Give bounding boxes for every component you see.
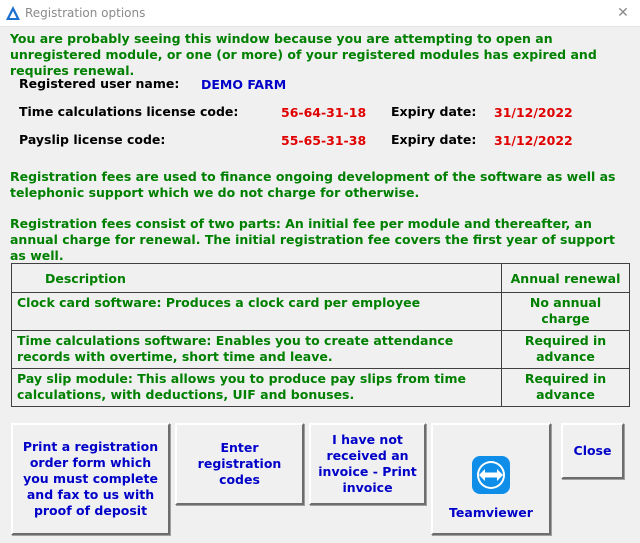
payslip-expiry-label: Expiry date: [391,132,477,147]
fees-structure-text: Registration fees consist of two parts: An initial fee per module and thereafter, an annual charge for renewal. The initial registration fee covers the first year of support as well. [10,216,616,263]
enter-codes-label: Enter registration codes [197,440,282,487]
row-description: Clock card software: Produces a clock card per employee [12,293,502,331]
table-row [12,331,630,369]
user-name-value: DEMO FARM [201,77,287,92]
row-description: Pay slip module: This allows you to produce pay slips from time calculations, with deductions, UIF and bonuses. [12,369,502,407]
title-bar [0,0,640,27]
close-label: Close [573,443,612,458]
print-invoice-button[interactable] [309,423,426,505]
intro-text: You are probably seeing this window because you are attempting to open an unregistered module, or one (or more) of your registered modules has expired and requires renewal. [10,31,597,78]
table-row [12,369,630,407]
time-expiry-date: 31/12/2022 [494,105,573,120]
payslip-license-code: 55-65-31-38 [281,133,367,148]
teamviewer-label: Teamviewer [449,505,533,520]
close-button[interactable] [561,423,624,479]
fees-purpose-text: Registration fees are used to finance ongoing development of the software as well as telephonic support which we do not charge for otherwise. [10,169,616,200]
row-renewal: No annual charge [502,293,630,331]
table-header-row [12,264,630,293]
table-row [12,293,630,331]
payslip-expiry-date: 31/12/2022 [494,133,573,148]
teamviewer-icon [471,455,511,495]
description-header: Description [12,264,502,293]
print-order-form-label: Print a registration order form which you must complete and fax to us with proof of deposit [22,439,159,518]
time-expiry-label: Expiry date: [391,104,477,119]
print-order-form-button[interactable] [11,423,170,535]
payslip-license-label: Payslip license code: [19,132,166,147]
row-renewal: Required in advance [502,369,630,407]
print-invoice-label: I have not received an invoice - Print invoice [318,432,417,495]
row-description: Time calculations software: Enables you to create attendance records with overtime, short time and leave. [12,331,502,369]
renewal-header: Annual renewal [502,264,630,293]
time-license-code: 56-64-31-18 [281,105,367,120]
enter-codes-button[interactable] [175,423,304,505]
window-title: Registration options [25,6,146,20]
teamviewer-button[interactable] [431,423,551,535]
time-license-label: Time calculations license code: [19,104,239,119]
row-renewal: Required in advance [502,331,630,369]
close-icon[interactable]: ✕ [617,5,629,21]
user-name-label: Registered user name: [19,76,180,91]
app-logo-icon [5,5,21,21]
fees-table [11,263,630,407]
